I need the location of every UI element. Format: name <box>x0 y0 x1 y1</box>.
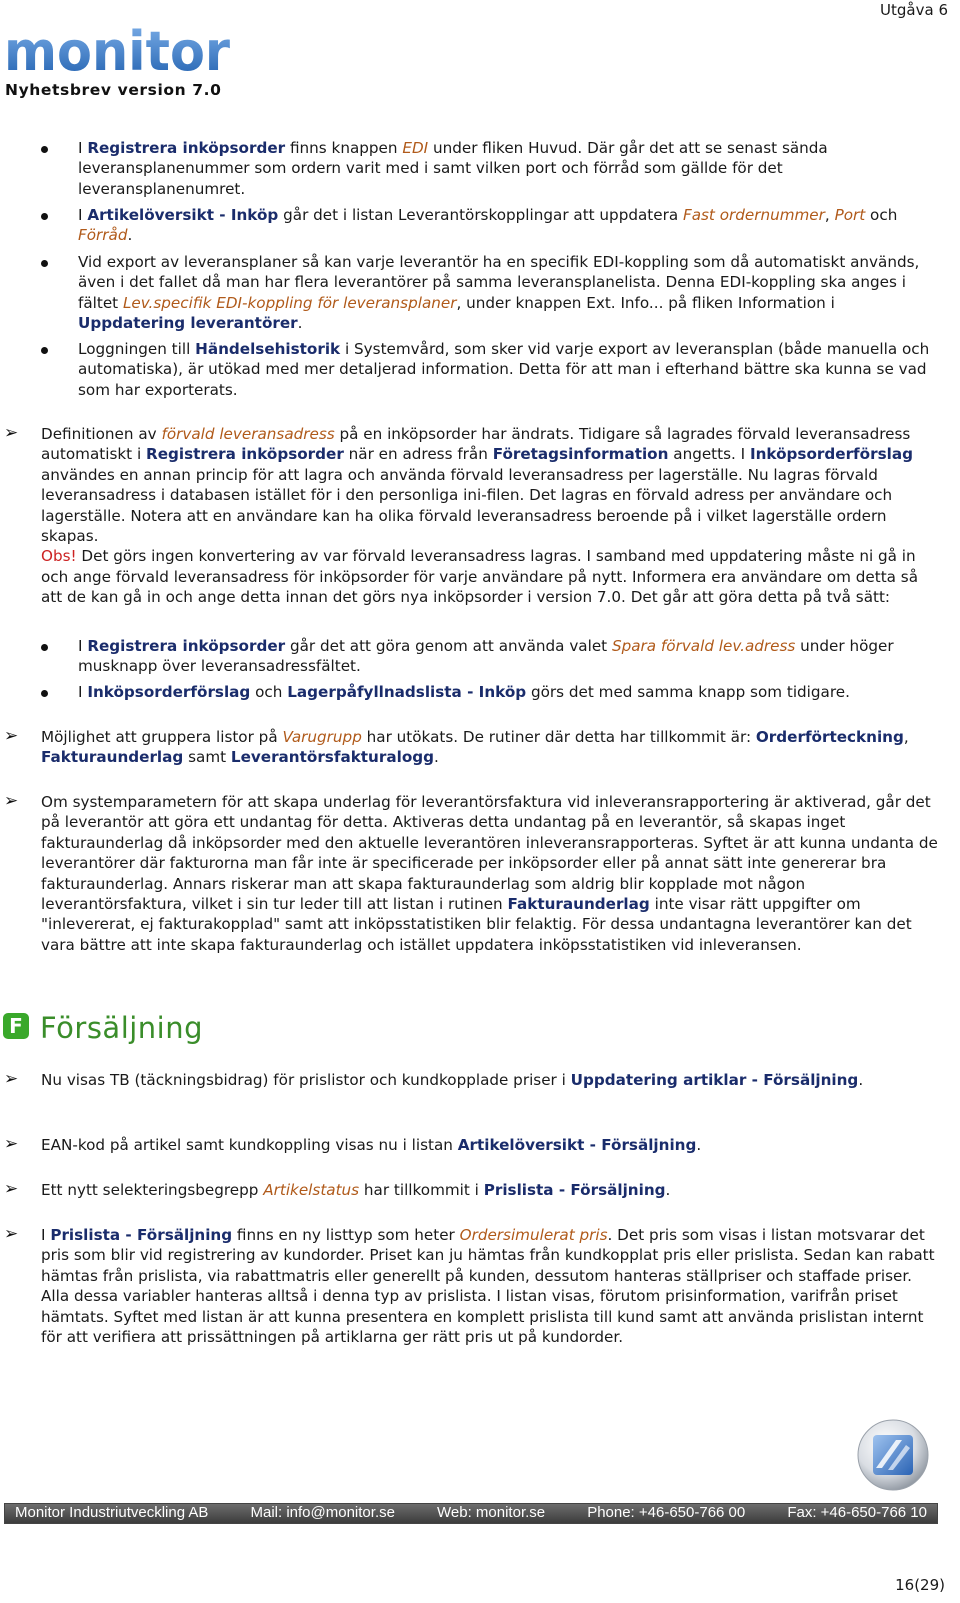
footer-mail: Mail: info@monitor.se <box>250 1504 395 1522</box>
bullet-dot <box>41 644 48 651</box>
page-number: 16(29) <box>895 1576 945 1594</box>
arrow-bullet-icon: ➢ <box>4 1069 19 1089</box>
bullet-edi-koppling: Vid export av leveransplaner så kan varje leverantör ha en specifik EDI-koppling som då automatiskt används, även i det fallet då man har flera leverantörer på samma leveransplanelista. Denna EDI-koppling ska anges i fältet Lev.specifik EDI-koppling för leveransplaner, under knappen Ext. Info... på fliken Information i Uppdatering leverantörer. <box>78 253 920 333</box>
bullet-inkopsorderforslag: I Inköpsorderförslag och Lagerpåfyllnadslista - Inköp görs det med samma knapp som tidigare. <box>78 683 850 701</box>
para-ean-kod: EAN-kod på artikel samt kundkoppling visas nu i listan Artikelöversikt - Försäljning. <box>41 1136 702 1154</box>
footer-fax: Fax: +46-650-766 10 <box>787 1504 927 1522</box>
forsaljning-section-icon: F <box>3 1013 29 1039</box>
arrow-bullet-icon: ➢ <box>4 1179 19 1199</box>
footer-company: Monitor Industriutveckling AB <box>15 1504 209 1522</box>
monitor-logo <box>4 20 232 78</box>
bullet-dot <box>41 213 48 220</box>
footer-contact-bar <box>4 1503 938 1524</box>
arrow-bullet-icon: ➢ <box>4 423 19 443</box>
bullet-dot <box>41 146 48 153</box>
bullet-dot <box>41 260 48 267</box>
section-title: Försäljning <box>40 1011 204 1045</box>
edition-label: Utgåva 6 <box>880 1 948 19</box>
newsletter-title: Nyhetsbrev version 7.0 <box>5 81 222 99</box>
bullet-dot <box>41 347 48 354</box>
arrow-bullet-icon: ➢ <box>4 791 19 811</box>
bullet-registrera-inkopsorder: I Registrera inköpsorder går det att göra genom att använda valet Spara förvald lev.adress under höger musknapp över leveransadressfältet. <box>78 637 894 676</box>
arrow-bullet-icon: ➢ <box>4 726 19 746</box>
monitor-corner-logo-icon <box>856 1418 930 1492</box>
bullet-artikeloversikt: I Artikelöversikt - Inköp går det i listan Leverantörskopplingar att uppdatera Fast ordernummer, Port och Förråd. <box>78 206 898 245</box>
footer-web: Web: monitor.se <box>437 1504 546 1522</box>
para-artikelstatus: Ett nytt selekteringsbegrepp Artikelstatus har tillkommit i Prislista - Försäljning. <box>41 1181 671 1199</box>
arrow-bullet-icon: ➢ <box>4 1224 19 1244</box>
bullet-dot <box>41 690 48 697</box>
bullet-edi: I Registrera inköpsorder finns knappen EDI under fliken Huvud. Där går det att se senast sända leveransplanenummer som ordern varit med i samt vilken port och förråd som gällde för det leveransplanenumret. <box>78 139 828 198</box>
footer-phone: Phone: +46-650-766 00 <box>587 1504 746 1522</box>
bullet-handelsehistorik: Loggningen till Händelsehistorik i Systemvård, som sker vid varje export av leveransplan (både manuella och automatiska), är utökad med mer detaljerad information. Detta för att man i efterhand bättre ska kunna se vad som har exporterats. <box>78 340 930 399</box>
para-varugrupp: Möjlighet att gruppera listor på Varugrupp har utökats. De rutiner där detta har tillkommit är: Orderförteckning, Fakturaunderlag samt Leverantörsfakturalogg. <box>41 728 909 767</box>
para-tb-prislistor: Nu visas TB (täckningsbidrag) för prislistor och kundkopplade priser i Uppdatering artiklar - Försäljning. <box>41 1071 864 1089</box>
svg-text:monitor: monitor <box>4 20 231 78</box>
para-systemparameter: Om systemparametern för att skapa underlag för leverantörsfaktura vid inleveransrapportering är aktiverad, går det på leverantör att göra ett undantag för detta. Aktiveras detta undantag på en leverantör, så skapas inget fakturaunderlag då inköpsorder med den aktuelle leverantören inleveransrapporteras. Syftet är att kunna undanta de leverantörer där fakturorna man får inte är specificerade per inköpsorder eller på annat sätt inte genererar bra fakturaunderlag. Annars riskerar man att skapa fakturaunderlag som aldrig blir kopplade mot någon leverantörsfaktura, vilket i sin tur leder till att listan i rutinen Fakturaunderlag inte visar rätt uppgifter om "inlevererat, ej fakturakopplad" samt att inköpsstatistiken blir felaktig. För dessa undantagna leverantörer kan det vara bättre att inte skapa fakturaunderlag och istället uppdatera inköpsstatistiken vid inleveransen. <box>41 793 938 954</box>
para-forvald-leveransadress: Definitionen av förvald leveransadress på en inköpsorder har ändrats. Tidigare så lagrades förvald leveransadress automatiskt i Registrera inköpsorder när en adress från Företagsinformation angetts. I Inköpsorderförslag användes en annan princip för att lagra och använda förvald leveransadress per lagerställe. Nu lagras förvald leveransadress i databasen istället för i den personliga ini-filen. Det lagras en förvald adress per användare och lagerställe. Notera att en användare kan ha olika förvald leveransadress beroende på i vilket lagerställe ordern skapas. Obs! Det görs ingen konvertering av var förvald leveransadress lagras. I samband med uppdatering måste ni gå in och ange förvald leveransadress för inköpsorder för varje användare på nytt. Informera era användare om detta så att de kan gå in och ange detta innan det görs nya inköpsorder i version 7.0. Det går att göra detta på två sätt: <box>41 425 919 607</box>
para-ordersimulerat-pris: I Prislista - Försäljning finns en ny listtyp som heter Ordersimulerat pris. Det pris som visas i listan motsvarar det pris som blir vid registrering av kundorder. Priset kan ju hämtas från kundkopplat pris eller prislista. Sedan kan rabatt hämtas från prislista, via rabattmatris eller generellt på kunden, dessutom hanteras ställpriser och staffade priser. Alla dessa variabler hanteras alltså i denna typ av prislista. I listan visas, förutom prisinformation, varifrån priset hämtats. Syftet med listan är att kunna presentera en komplett prislista till kund samt att använda prislistan internt för att verifiera att prissättningen på artiklarna ger rätt pris ut på kundorder. <box>41 1226 935 1347</box>
arrow-bullet-icon: ➢ <box>4 1134 19 1154</box>
